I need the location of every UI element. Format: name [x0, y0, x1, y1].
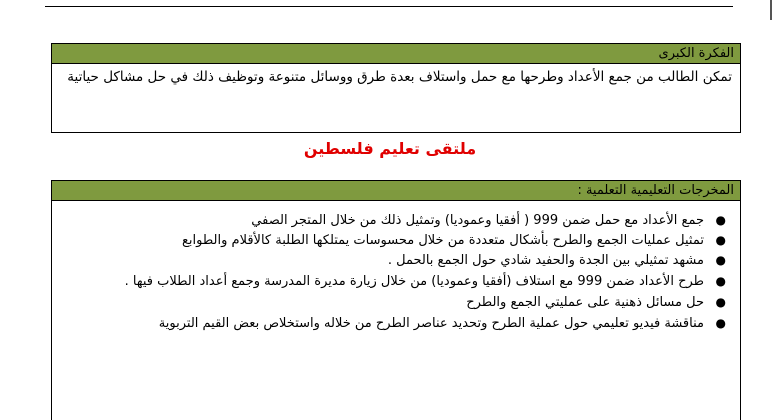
- list-item-text: طرح الأعداد ضمن 999 مع استلاف (أفقيا وعموديا) من خلال زيارة مديرة المدرسة وجمع أعداد الطلاب فيها .: [124, 274, 704, 289]
- bullet-icon: ●: [715, 274, 726, 288]
- list-item-text: تمثيل عمليات الجمع والطرح بأشكال متعددة من خلال محسوسات يمتلكها الطلبة كالأقلام والطوابع: [182, 233, 704, 248]
- site-name: ملتقى تعليم فلسطين: [303, 139, 477, 158]
- big-idea-heading: الفكرة الكبرى: [52, 44, 740, 64]
- bullet-icon: ●: [715, 253, 726, 267]
- outcomes-box: [51, 180, 741, 420]
- list-item: [72, 314, 730, 333]
- top-rule: [45, 0, 733, 7]
- list-item: [72, 231, 730, 250]
- list-item: [72, 211, 730, 230]
- outcomes-list: [52, 211, 740, 333]
- page-top-border: [0, 0, 780, 14]
- list-item-text: مشهد تمثيلي بين الجدة والحفيد شادي حول الجمع بالحمل .: [387, 253, 704, 268]
- list-item: [72, 272, 730, 291]
- big-idea-text: تمكن الطالب من جمع الأعداد وطرحها مع حمل واستلاف بعدة طرق ووسائل متنوعة وتوظيف ذلك في حل مشاكل حياتية: [67, 69, 732, 85]
- list-item: [72, 293, 730, 312]
- bullet-icon: ●: [715, 316, 726, 330]
- list-item-text: مناقشة فيديو تعليمي حول عملية الطرح وتحديد عناصر الطرح من خلاله واستخلاص بعض القيم التربوية: [158, 316, 704, 331]
- outcomes-heading: المخرجات التعليمية التعلمية :: [52, 181, 740, 201]
- bullet-icon: ●: [715, 295, 726, 309]
- list-item-text: حل مسائل ذهنية على عمليتي الجمع والطرح: [466, 295, 704, 310]
- bullet-icon: ●: [715, 213, 726, 227]
- list-item: [72, 251, 730, 270]
- page-edge: [770, 0, 772, 20]
- big-idea-box: [51, 43, 741, 133]
- list-item-text: جمع الأعداد مع حمل ضمن 999 ( أفقيا وعموديا) وتمثيل ذلك من خلال المتجر الصفي: [251, 213, 704, 228]
- bullet-icon: ●: [715, 233, 726, 247]
